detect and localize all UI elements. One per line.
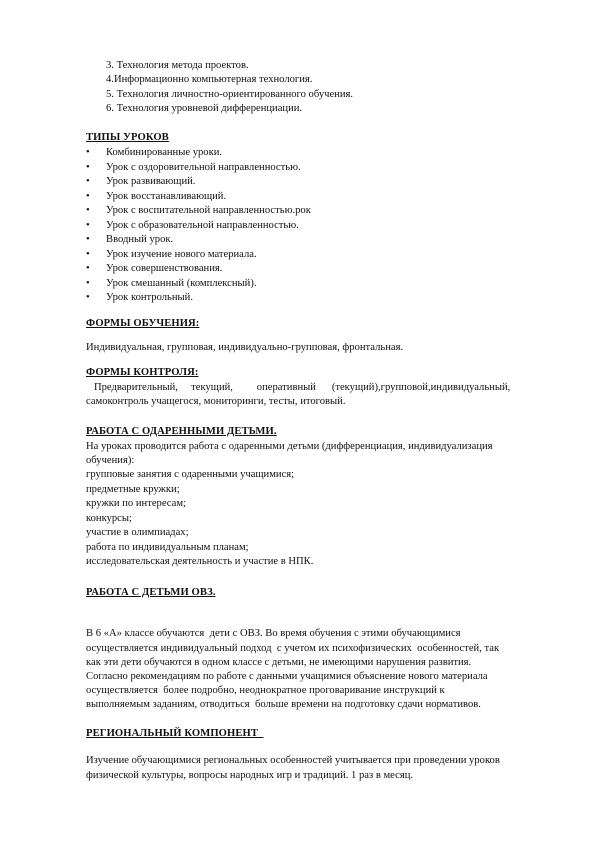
technology-item: 4.Информационно компьютерная технология. (106, 74, 313, 85)
list-item-text: Урок изучение нового материала. (106, 248, 257, 260)
list-item-text: Урок смешанный (комплексный). (106, 277, 257, 289)
list-item: конкурсы; (86, 513, 132, 524)
list-item: кружки по интересам; (86, 498, 186, 509)
ovz-text-line: осуществляется индивидуальный подход с учетом их психофизических особенностей, так (86, 643, 500, 654)
technology-item: 3. Технология метода проектов. (106, 60, 249, 71)
bullet-icon: • (86, 205, 90, 216)
lesson-types-heading: ТИПЫ УРОКОВ (86, 132, 169, 143)
bullet-icon: • (86, 147, 90, 158)
list-item: исследовательская деятельность и участие в НПК. (86, 556, 314, 567)
gifted-intro-line: На уроках проводится работа с одаренными детьми (дифференциация, индивидуализация (86, 441, 493, 452)
list-item-text: Урок с воспитательной направленностью.рок (106, 205, 311, 216)
bullet-icon: • (86, 292, 90, 303)
regional-text-line: физической культуры, вопросы народных игр и традиций. 1 раз в месяц. (86, 770, 414, 781)
bullet-icon: • (86, 161, 90, 173)
list-item-text: Урок совершенствования. (106, 263, 223, 274)
bullet-icon: • (86, 277, 90, 289)
list-item: участие в олимпиадах; (86, 527, 189, 538)
list-item: предметные кружки; (86, 484, 180, 495)
bullet-icon: • (86, 176, 90, 187)
bullet-icon: • (86, 263, 90, 274)
list-item (86, 190, 226, 205)
list-item: работа по индивидуальным планам; (86, 542, 249, 553)
bullet-icon: • (86, 234, 90, 245)
list-item (86, 262, 222, 277)
forms-of-control-text-line: Предварительный, текущий, оперативный (текущий),групповой,индивидуальный, (86, 382, 511, 393)
list-item (86, 161, 301, 176)
list-item-text: Урок восстанавливающий. (106, 190, 227, 202)
regional-heading: РЕГИОНАЛЬНЫЙ КОМПОНЕНТ (86, 728, 264, 739)
forms-of-learning-heading: ФОРМЫ ОБУЧЕНИЯ: (86, 318, 200, 329)
list-item (86, 175, 195, 190)
list-item (86, 248, 257, 263)
list-item-text: Урок контрольный. (106, 292, 193, 303)
technology-item: 6. Технология уровневой дифференциации. (106, 103, 303, 114)
list-item-text: Урок развивающий. (106, 176, 196, 187)
ovz-text-line: В 6 «А» классе обучаются дети с ОВЗ. Во время обучения с этими обучающимися (86, 628, 461, 639)
list-item-text: Вводный урок. (106, 234, 174, 245)
ovz-text-line: выполняемым заданиям, отводиться больше времени на подготовку сдачи нормативов. (86, 699, 481, 710)
list-item-text: Урок с оздоровительной направленностью. (106, 161, 301, 173)
list-item (86, 146, 222, 161)
list-item (86, 291, 193, 306)
list-item (86, 233, 173, 248)
gifted-heading: РАБОТА С ОДАРЕННЫМИ ДЕТЬМИ. (86, 426, 277, 437)
bullet-icon: • (86, 219, 90, 231)
ovz-heading: РАБОТА С ДЕТЬМИ ОВЗ. (86, 587, 216, 598)
list-item (86, 219, 299, 234)
technology-item: 5. Технология личностно-ориентированного обучения. (106, 89, 354, 100)
list-item: групповые занятия с одаренными учащимися; (86, 469, 295, 480)
list-item-text: Урок с образовательной направленностью. (106, 219, 299, 231)
regional-text-line: Изучение обучающимися региональных особенностей учитывается при проведении уроков (86, 755, 500, 766)
forms-of-control-text-line: самоконтроль учащегося, мониторинги, тесты, итоговый. (86, 396, 346, 407)
list-item-text: Комбинированные уроки. (106, 147, 223, 158)
ovz-text-line: Согласно рекомендациям по работе с данными учащимися объяснение нового материала (86, 671, 488, 682)
ovz-text-line: осуществляется более подробно, неоднократное проговаривание инструкций к (86, 685, 445, 696)
list-item (86, 204, 311, 219)
gifted-intro-line: обучения): (86, 455, 135, 466)
list-item (86, 277, 257, 292)
bullet-icon: • (86, 190, 90, 202)
forms-of-learning-text: Индивидуальная, групповая, индивидуально-групповая, фронтальная. (86, 342, 404, 353)
bullet-icon: • (86, 248, 90, 260)
ovz-text-line: как эти дети обучаются в одном классе с детьми, не имеющими нарушения развития. (86, 657, 472, 668)
forms-of-control-heading: ФОРМЫ КОНТРОЛЯ: (86, 367, 199, 378)
